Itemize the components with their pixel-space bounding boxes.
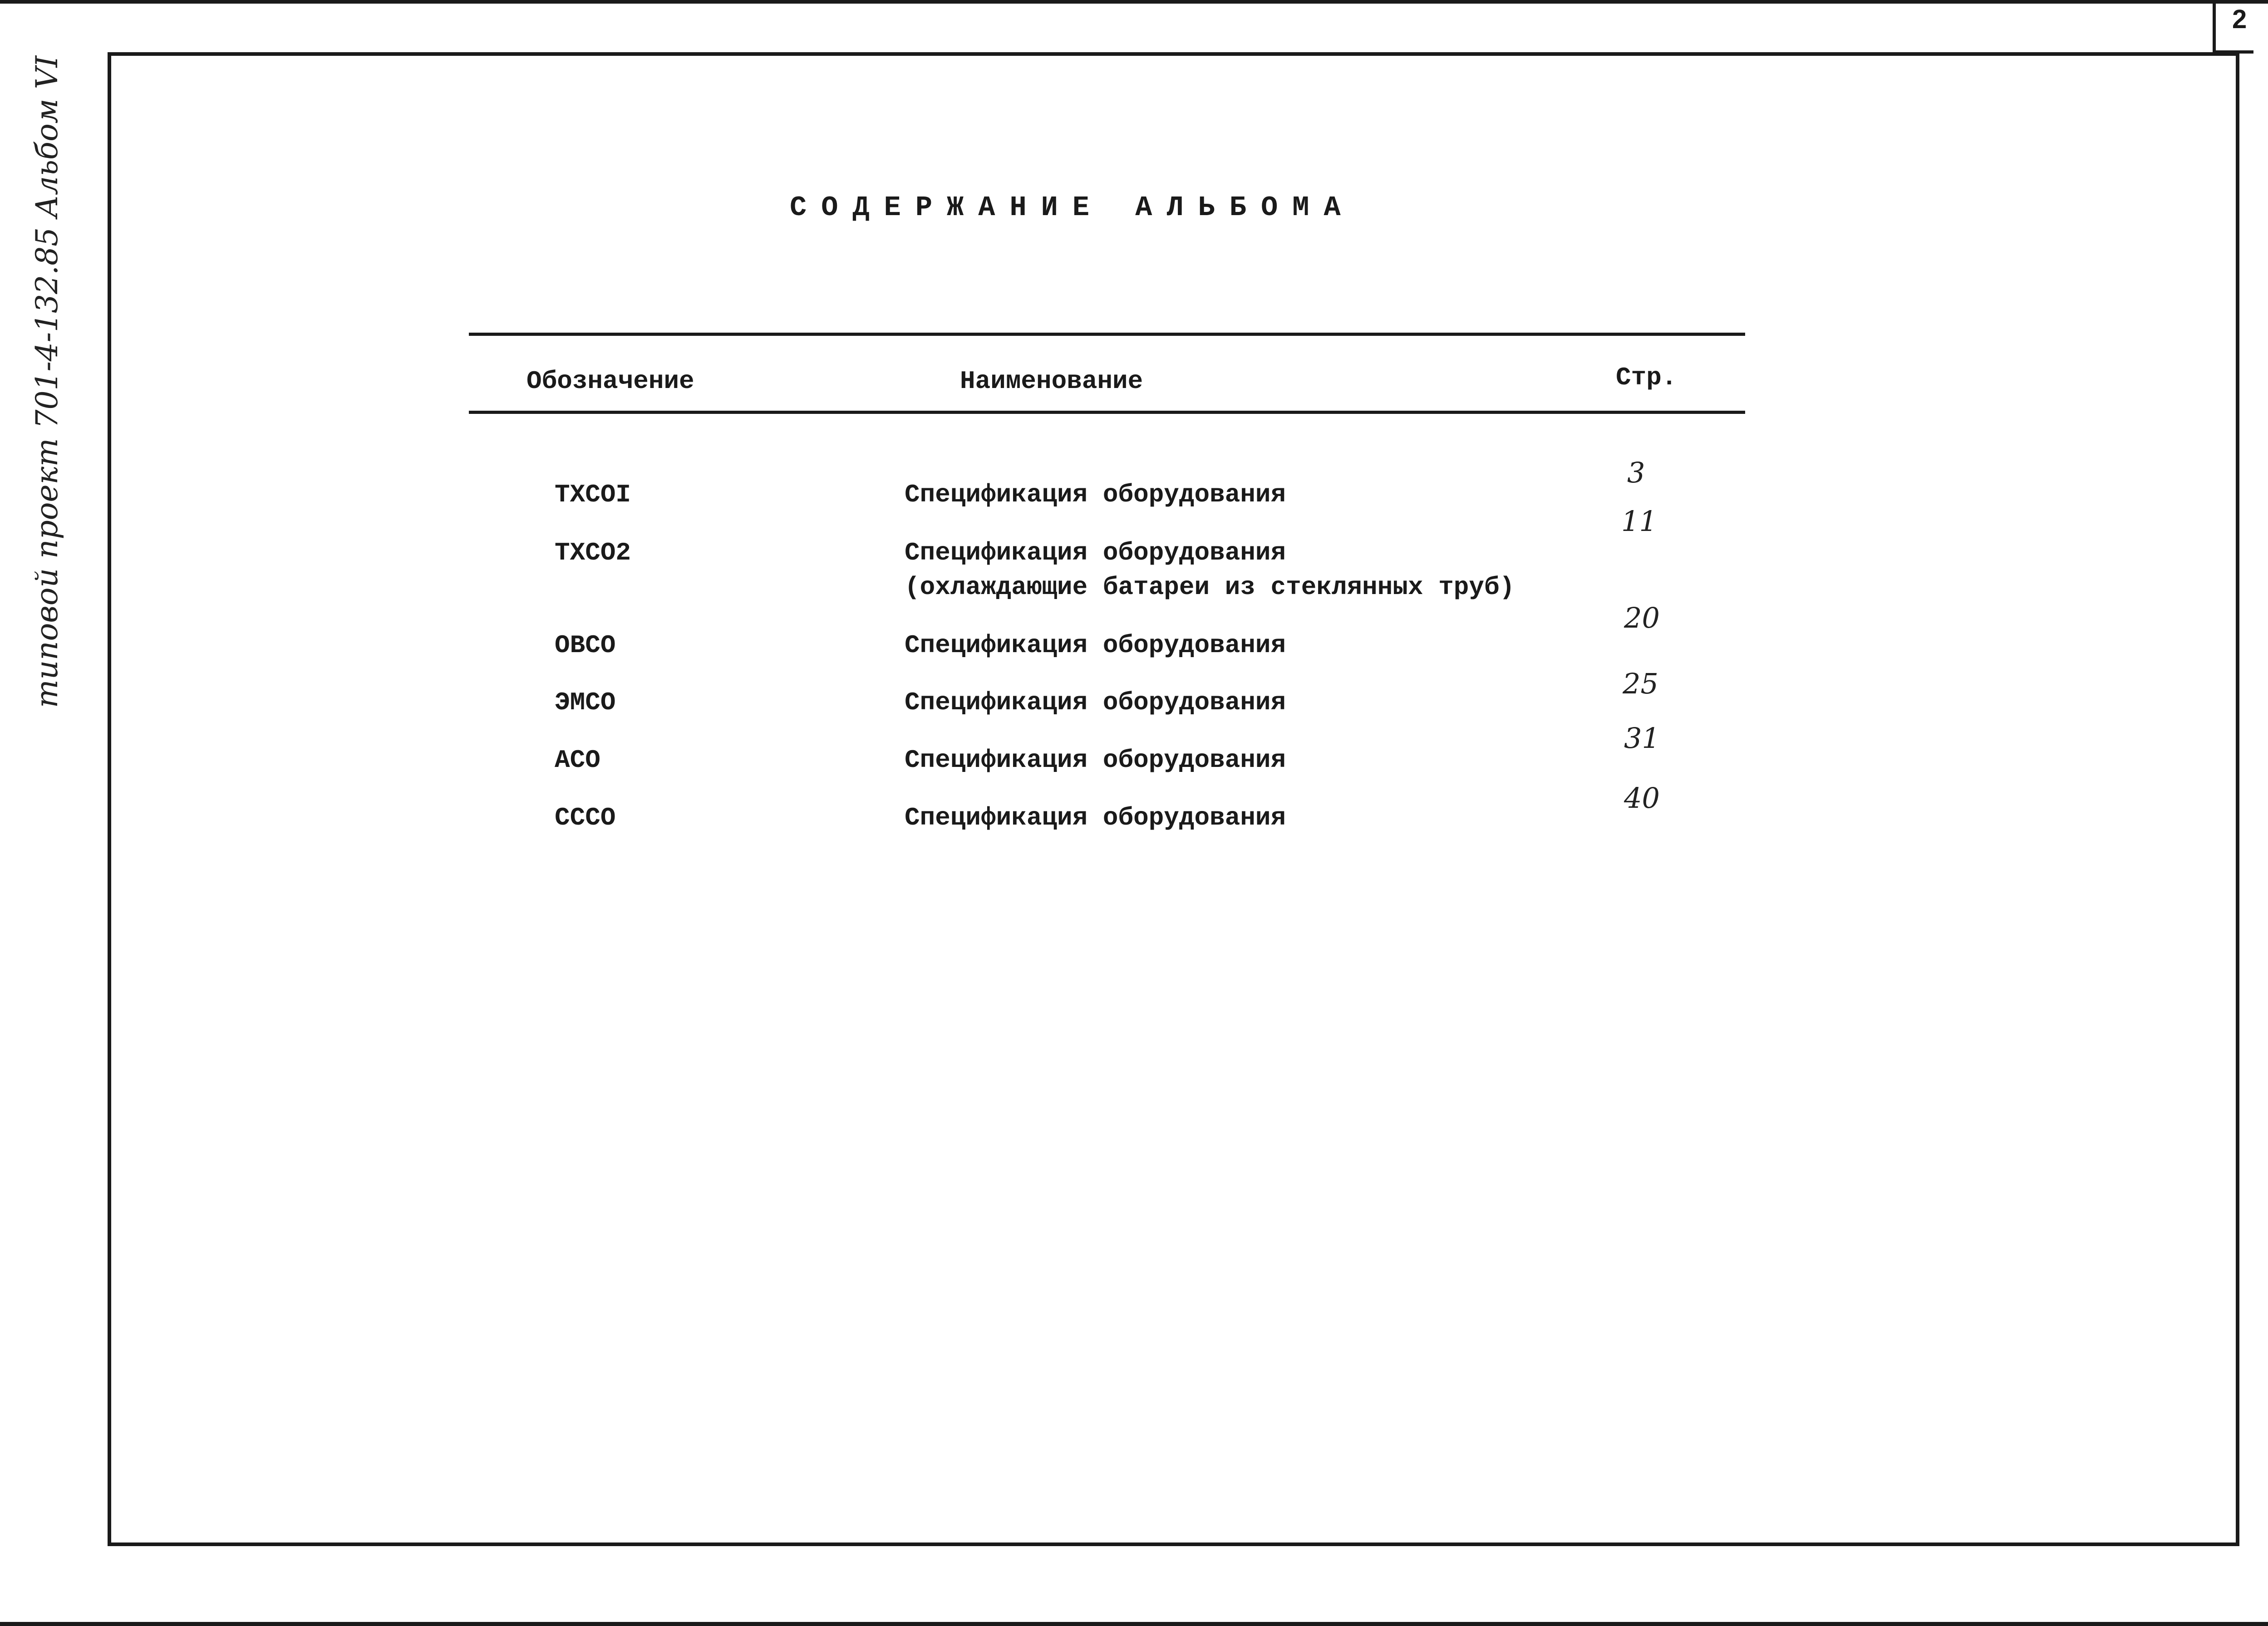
row-5-name: Спецификация оборудования: [905, 746, 1286, 775]
row-2-name-continuation: (охлаждающие батареи из стеклянных труб): [905, 573, 1515, 602]
header-page: Стр.: [1616, 363, 1677, 392]
side-note-handwritten: типовой проект 701-4-132.85 Альбом VI: [30, 55, 64, 708]
row-6-name: Спецификация оборудования: [905, 803, 1286, 832]
sheet-number: 2: [2232, 5, 2247, 34]
row-1-name: Спецификация оборудования: [905, 480, 1286, 509]
row-5-page: 31: [1624, 722, 1660, 755]
row-5-code: АСО: [555, 746, 600, 775]
row-3-name: Спецификация оборудования: [905, 631, 1286, 660]
row-3-code: ОВСО: [555, 631, 616, 660]
header-name: Наименование: [960, 367, 1143, 396]
page-title: СОДЕРЖАНИЕ АЛЬБОМА: [790, 192, 1355, 224]
row-2-code: ТХСО2: [555, 538, 631, 567]
drawing-frame: [108, 52, 2239, 1546]
header-code: Обозначение: [526, 367, 694, 396]
row-4-code: ЭМСО: [555, 688, 616, 717]
table-header-rule: [469, 411, 1745, 414]
row-1-page: 3: [1627, 456, 1645, 489]
sheet-top-edge: [0, 0, 2268, 4]
row-6-page: 40: [1624, 781, 1660, 815]
row-1-code: ТХСОI: [555, 480, 631, 509]
row-4-name: Спецификация оборудования: [905, 688, 1286, 717]
row-2-name: Спецификация оборудования: [905, 538, 1286, 567]
table-top-rule: [469, 333, 1745, 336]
row-3-page: 20: [1624, 601, 1660, 634]
row-6-code: СССО: [555, 803, 616, 832]
row-4-page: 25: [1623, 667, 1658, 700]
sheet-bottom-edge: [0, 1622, 2268, 1626]
row-2-page: 11: [1621, 505, 1657, 538]
